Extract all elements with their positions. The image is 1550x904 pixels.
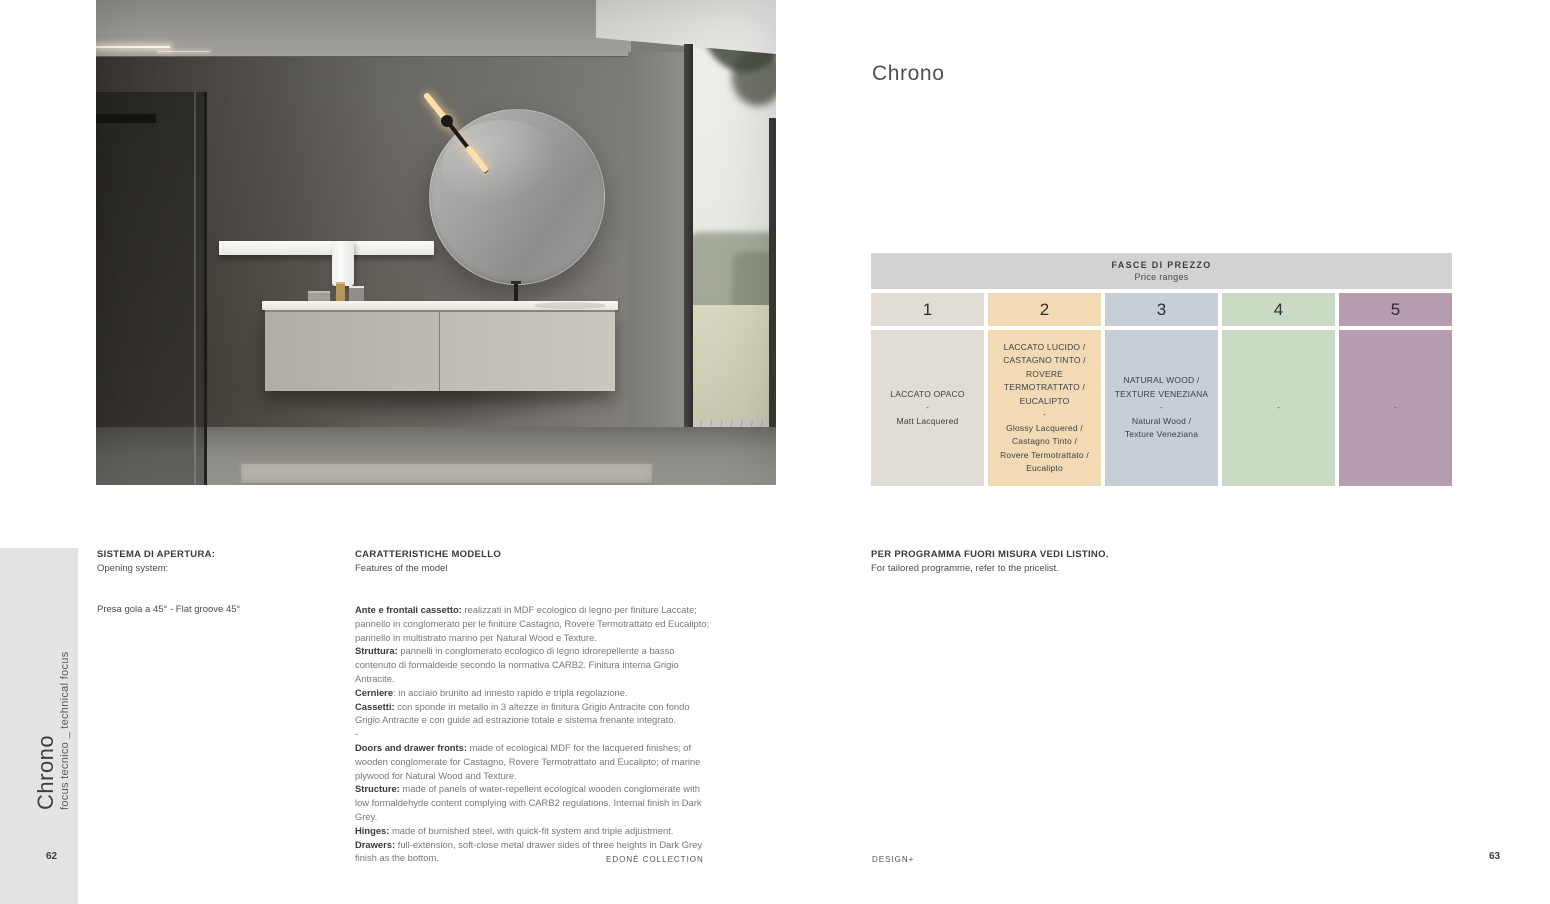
price-band-cell-1 <box>871 330 984 486</box>
price-band-number-5: 5 <box>1339 293 1452 326</box>
feature-item: Ante e frontali cassetto: realizzati in MDF ecologico di legno per finiture Laccate; pannello in conglomerato per le finiture Castagno, Rovere Termotrattato ed Eucalipto; pannello in multistrato marino per Natural Wood e Texture. <box>355 604 710 643</box>
window-view <box>692 0 776 485</box>
wood-deck <box>692 420 776 485</box>
sidebar-model-name: Chrono <box>33 734 58 810</box>
right-page-number: 63 <box>1489 851 1501 862</box>
opening-system-heading-en: Opening system: <box>97 563 169 574</box>
cabinet-door-split <box>439 312 440 393</box>
cabinet-shadow <box>274 391 608 427</box>
integrated-sink <box>534 302 606 309</box>
price-table-body-row <box>871 330 1452 486</box>
price-band-cell-text: - <box>1393 402 1398 413</box>
rug <box>239 462 654 485</box>
feature-item: Cassetti: con sponde in metallo in 3 altezze in finitura Grigio Antracite con fondo Grigio Antracite e con guide ad estrazione totale e sistema frenante integrato. <box>355 700 690 726</box>
sidebar-subtitle: focus tecnico _ technical focus <box>59 651 71 810</box>
tree-foliage <box>692 0 734 44</box>
features-section <box>355 548 715 865</box>
price-table-header <box>871 253 1452 289</box>
vanity-cabinet <box>265 310 615 391</box>
feature-item: Structure: made of panels of water-repellent ecological wooden conglomerate with low formaldehyde content complying with CARB2 regulations. Internal finish in Dark Grey. <box>355 783 702 822</box>
ceiling-light-strip-2 <box>158 51 210 52</box>
price-band-cell-text: LACCATO LUCIDO / CASTAGNO TINTO / ROVERE TERMOTRATTATO / EUCALIPTO - Glossy Lacquered / Castagno Tinto / Rovere Termotrattato / Eucalipto <box>1000 341 1089 473</box>
opening-system-section <box>97 548 347 615</box>
price-table-header-en: Price ranges <box>1134 272 1189 282</box>
feature-item: - <box>355 728 359 740</box>
pricelist-note-section <box>871 548 1191 576</box>
shower-glass-panel <box>96 92 207 485</box>
floor <box>96 427 776 485</box>
feature-item: Cerniere: in acciaio brunito ad innesto rapido e tripla regolazione. <box>355 686 628 698</box>
tree-foliage <box>732 48 776 106</box>
footer-collection-label: EDONÉ COLLECTION <box>606 855 704 864</box>
page-title: Chrono <box>872 62 945 85</box>
price-table-header-it: FASCE DI PREZZO <box>1111 260 1212 270</box>
faucet-spout <box>511 281 521 284</box>
opening-system-heading-it: SISTEMA DI APERTURA: <box>97 549 216 560</box>
pricelist-note-en: For tailored programme, refer to the pricelist. <box>871 563 1059 574</box>
window-frame-right <box>769 118 776 485</box>
vanity-countertop <box>262 301 618 310</box>
price-band-cell-4 <box>1222 330 1335 486</box>
decor-gold-jar <box>336 282 345 303</box>
window-frame <box>684 44 693 485</box>
round-mirror <box>429 109 605 285</box>
opening-system-value: Presa gola a 45° - Flat groove 45° <box>97 604 241 615</box>
ceiling-light-strip <box>96 46 170 48</box>
faucet <box>514 281 518 303</box>
feature-item: Doors and drawer fronts: made of ecological MDF for the lacquered finishes; of wooden conglomerate for Castagno, Rovere Termotrattato and Eucalipto; of marine plywood for Natural Wood and Texture. <box>355 741 701 781</box>
price-band-cell-text: LACCATO OPACO - Matt Lacquered <box>890 388 965 426</box>
features-heading-en: Features of the model <box>355 563 448 574</box>
sidebar-vertical-text <box>34 550 72 810</box>
mirror-reflection <box>442 120 562 210</box>
price-band-cell-text: - <box>1276 402 1281 413</box>
towel <box>332 241 354 286</box>
pricelist-note-it: PER PROGRAMMA FUORI MISURA VEDI LISTINO. <box>871 549 1109 560</box>
price-band-number-2: 2 <box>988 293 1101 326</box>
tree-foliage <box>700 0 776 72</box>
features-heading-it: CARATTERISTICHE MODELLO <box>355 549 502 560</box>
window-side-wall <box>628 52 684 485</box>
distant-treeline <box>732 252 776 316</box>
grass-field <box>692 305 776 425</box>
price-band-cell-2 <box>988 330 1101 486</box>
price-band-number-4: 4 <box>1222 293 1335 326</box>
feature-item: Hinges: made of burnished steel, with quick-fit system and triple adjustment. <box>355 824 674 836</box>
price-band-number-1: 1 <box>871 293 984 326</box>
price-table-number-row <box>871 293 1452 326</box>
footer-design-label: DESIGN+ <box>872 855 915 864</box>
distant-treeline <box>692 232 776 316</box>
product-photo <box>96 0 776 485</box>
price-ranges-table <box>871 253 1452 486</box>
feature-item: Struttura: pannelli in conglomerato ecologico di legno idrorepellente a basso contenuto di formaldeide secondo la normativa CARB2. Finitura interna Grigio Antracite. <box>355 645 679 684</box>
glass-edge-highlight <box>194 92 196 485</box>
price-band-number-3: 3 <box>1105 293 1218 326</box>
features-body <box>355 603 715 865</box>
white-soffit <box>596 0 776 54</box>
left-page-number: 62 <box>46 851 58 862</box>
wall-lamp <box>420 88 510 188</box>
wall-shelf <box>219 241 434 255</box>
ceiling <box>96 0 631 57</box>
window-sill <box>692 464 776 472</box>
price-band-cell-5 <box>1339 330 1452 486</box>
decor-box <box>308 291 330 303</box>
shower-mount-bar <box>96 114 156 123</box>
decor-candle <box>349 286 364 303</box>
price-band-cell-text: NATURAL WOOD / TEXTURE VENEZIANA - Natural Wood / Texture Veneziana <box>1114 375 1209 440</box>
feature-item: Drawers: full-extension, soft-close metal drawer sides of three heights in Dark Grey finish as the bottom. <box>355 838 703 864</box>
wall-shading <box>96 0 776 485</box>
price-band-cell-3 <box>1105 330 1218 486</box>
